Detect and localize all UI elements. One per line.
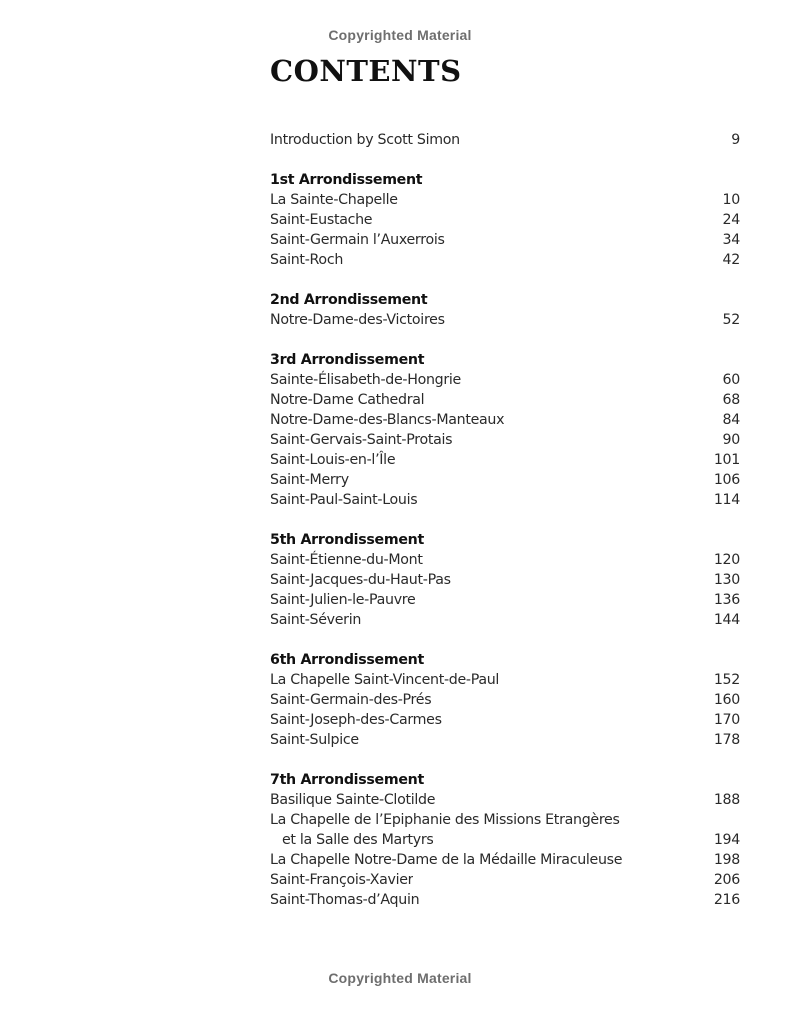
- toc-entry[interactable]: [270, 670, 740, 690]
- toc-entry-label: Saint-Julien-le-Pauvre: [270, 592, 416, 608]
- toc-entry[interactable]: [270, 570, 740, 590]
- section-gap: [270, 750, 740, 770]
- toc-entry-label: Saint-Germain-des-Prés: [270, 692, 432, 708]
- toc-entry-page: 178: [713, 732, 740, 748]
- toc-entry-label: Saint-Sulpice: [270, 732, 359, 748]
- toc-entry[interactable]: [270, 250, 740, 270]
- section-heading: 3rd Arrondissement: [270, 352, 425, 368]
- toc-entry-label: La Sainte-Chapelle: [270, 192, 398, 208]
- toc-entry-label: et la Salle des Martyrs: [282, 832, 434, 848]
- toc-entry[interactable]: [270, 830, 740, 850]
- toc-entry-page: 120: [713, 552, 740, 568]
- toc-entry-label: Saint-Jacques-du-Haut-Pas: [270, 572, 451, 588]
- toc-entry-label: Saint-Étienne-du-Mont: [270, 552, 423, 568]
- toc-entry-page: 34: [722, 232, 740, 248]
- toc-entry[interactable]: [270, 210, 740, 230]
- watermark-bottom: Copyrighted Material: [328, 970, 472, 986]
- section-gap: [270, 510, 740, 530]
- toc-entry-label: Notre-Dame-des-Blancs-Manteaux: [270, 412, 505, 428]
- toc-entry-label: Sainte-Élisabeth-de-Hongrie: [270, 372, 461, 388]
- toc-entry[interactable]: [270, 870, 740, 890]
- toc-entry-page: 206: [713, 872, 740, 888]
- toc-entry-page: 10: [722, 192, 740, 208]
- toc-entry[interactable]: [270, 410, 740, 430]
- toc-entry-page: 90: [722, 432, 740, 448]
- toc-entry[interactable]: [270, 890, 740, 910]
- toc-entry-page: 144: [713, 612, 740, 628]
- section-gap: [270, 330, 740, 350]
- toc-entry-page: 130: [713, 572, 740, 588]
- toc-entry[interactable]: [270, 550, 740, 570]
- toc-entry[interactable]: [270, 590, 740, 610]
- toc-entry[interactable]: [270, 450, 740, 470]
- toc-entry[interactable]: [270, 790, 740, 810]
- toc-entry-introduction[interactable]: [270, 130, 740, 150]
- table-of-contents: [270, 130, 740, 910]
- toc-entry-label: La Chapelle de l’Epiphanie des Missions Etrangères: [270, 812, 620, 828]
- toc-entry-page: 84: [722, 412, 740, 428]
- toc-entry-label: La Chapelle Notre-Dame de la Médaille Miraculeuse: [270, 852, 623, 868]
- toc-entry[interactable]: [270, 310, 740, 330]
- toc-entry[interactable]: [270, 470, 740, 490]
- toc-entry[interactable]: [270, 390, 740, 410]
- toc-entry[interactable]: [270, 230, 740, 250]
- toc-entry-label: Saint-François-Xavier: [270, 872, 414, 888]
- toc-entry-page: 198: [713, 852, 740, 868]
- toc-entry-page: 106: [713, 472, 740, 488]
- toc-entry-label: Saint-Eustache: [270, 212, 373, 228]
- section-heading: 6th Arrondissement: [270, 652, 424, 668]
- toc-entry-page: 170: [713, 712, 740, 728]
- toc-entry-label: Saint-Louis-en-l’Île: [270, 452, 396, 468]
- toc-entry[interactable]: [270, 610, 740, 630]
- section-heading: 7th Arrondissement: [270, 772, 424, 788]
- watermark-top: Copyrighted Material: [328, 27, 472, 43]
- section-gap: [270, 270, 740, 290]
- toc-entry-page: 42: [722, 252, 740, 268]
- toc-entry-page: 152: [713, 672, 740, 688]
- toc-entry[interactable]: [270, 370, 740, 390]
- toc-entry-page: 160: [713, 692, 740, 708]
- page-title: CONTENTS: [270, 54, 462, 88]
- toc-entry-label: Saint-Merry: [270, 472, 349, 488]
- toc-entry-page: 188: [713, 792, 740, 808]
- section-gap: [270, 630, 740, 650]
- toc-entry[interactable]: [270, 490, 740, 510]
- section-heading: 5th Arrondissement: [270, 532, 424, 548]
- toc-entry[interactable]: [270, 850, 740, 870]
- toc-entry[interactable]: [270, 190, 740, 210]
- toc-entry[interactable]: [270, 730, 740, 750]
- toc-entry-page: 68: [722, 392, 740, 408]
- toc-entry-page: 24: [722, 212, 740, 228]
- toc-entry-label: Saint-Séverin: [270, 612, 362, 628]
- toc-entry-label: La Chapelle Saint-Vincent-de-Paul: [270, 672, 500, 688]
- section-heading: 1st Arrondissement: [270, 172, 423, 188]
- toc-entry-label: Introduction by Scott Simon: [270, 132, 460, 148]
- toc-entry[interactable]: [270, 690, 740, 710]
- toc-entry-label: Saint-Thomas-d’Aquin: [270, 892, 420, 908]
- toc-entry-page: 194: [713, 832, 740, 848]
- toc-entry-page: 101: [713, 452, 740, 468]
- toc-entry-label: Saint-Joseph-des-Carmes: [270, 712, 442, 728]
- section-gap: [270, 150, 740, 170]
- toc-entry[interactable]: [270, 710, 740, 730]
- toc-entry-label: Saint-Gervais-Saint-Protais: [270, 432, 453, 448]
- toc-entry-page: 136: [713, 592, 740, 608]
- toc-entry[interactable]: [270, 810, 740, 830]
- toc-entry-page: 216: [713, 892, 740, 908]
- toc-entry-label: Basilique Sainte-Clotilde: [270, 792, 436, 808]
- toc-entry-label: Saint-Germain l’Auxerrois: [270, 232, 445, 248]
- toc-entry-label: Notre-Dame Cathedral: [270, 392, 425, 408]
- toc-entry-label: Saint-Paul-Saint-Louis: [270, 492, 418, 508]
- toc-entry-page: 52: [722, 312, 740, 328]
- section-heading: 2nd Arrondissement: [270, 292, 428, 308]
- toc-entry-page: 114: [713, 492, 740, 508]
- toc-entry[interactable]: [270, 430, 740, 450]
- toc-entry-label: Saint-Roch: [270, 252, 344, 268]
- toc-entry-page: 9: [731, 132, 740, 148]
- toc-entry-label: Notre-Dame-des-Victoires: [270, 312, 445, 328]
- toc-entry-page: 60: [722, 372, 740, 388]
